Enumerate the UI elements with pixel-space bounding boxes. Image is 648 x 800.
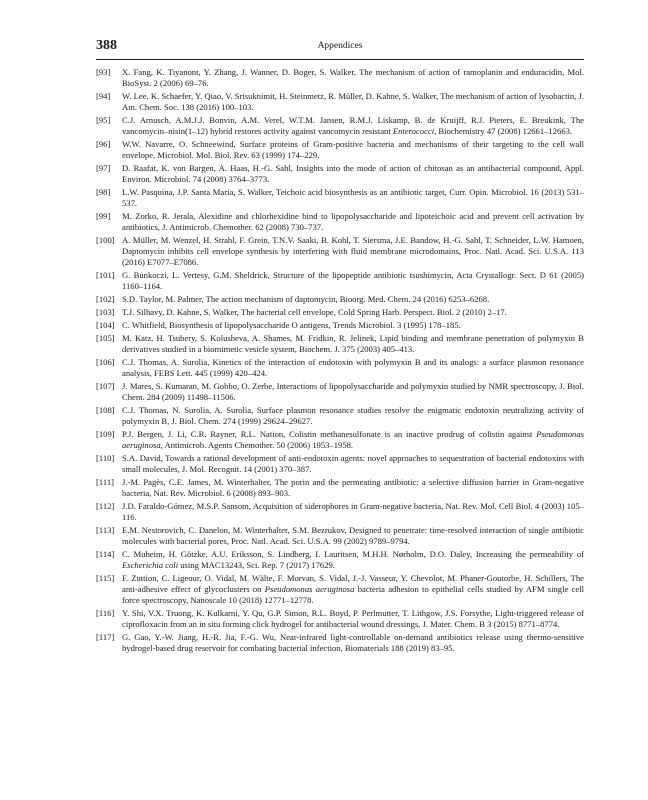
- reference-text: M. Zorko, R. Jerala, Alexidine and chlorhexidine bind to lipopolysaccharide and lipoteichoic acid and prevent cell activation by antibiotics, J. Antimicrob. Chemother. 62 (2008) 730–737.: [122, 211, 584, 233]
- reference-text-part: , Antimicrob. Agents Chemother. 50 (2006) 1953–1958.: [160, 439, 354, 450]
- reference-number: [101]: [96, 270, 115, 281]
- reference-entry: [96, 294, 584, 305]
- reference-text: [122, 429, 584, 450]
- reference-number: [93]: [96, 67, 111, 77]
- reference-text: C.J. Thomas, A. Surolia, Kinetics of the interaction of endotoxin with polymyxin B and its analogs: a surface plasmon resonance analysis, FEBS Lett. 445 (1999) 420–424.: [122, 356, 584, 378]
- reference-text: [122, 573, 584, 605]
- reference-number: [103]: [96, 307, 115, 317]
- reference-entry: [96, 139, 584, 161]
- reference-text: D. Raafat, K. von Bargen, A. Haas, H.-G. Sahl, Insights into the mode of action of chitosan as an antibacterial compound, Appl. Environ. Microbiol. 74 (2008) 3764–3773.: [122, 163, 584, 185]
- reference-entry: [96, 91, 584, 113]
- reference-text: Y. Shi, V.X. Truong, K. Kulkarni, Y. Qu, G.P. Simon, R.L. Boyd, P. Perlmutter, T. Lithgow, J.S. Forsythe, Light-triggered release of ciprofloxacin from an in situ forming click hydrogel for antibacterial wound dressings, J. Mater. Chem. B 3 (2015) 8771–8774.: [122, 607, 584, 629]
- reference-text: J.D. Faraldo-Gómez, M.S.P. Sansom, Acquisition of siderophores in Gram-negative bacteria, Nat. Rev. Mol. Cell Biol. 4 (2003) 105–116.: [122, 500, 584, 522]
- reference-text: C. Whitfield, Biosynthesis of lipopolysaccharide O antigens, Trends Microbiol. 3 (1995) 178–185.: [122, 319, 461, 330]
- reference-number: [96]: [96, 139, 111, 149]
- reference-number: [117]: [96, 631, 115, 642]
- reference-number: [112]: [96, 500, 115, 511]
- reference-entry: [96, 477, 584, 499]
- reference-text: G. Gao, Y.-W. Jiang, H.-R. Jia, F.-G. Wu, Near-infrared light-controllable on-demand antibiotics release using thermo-sensitive hydrogel-based drug reservoir for combating bacterial infection, Biomaterials 188 (2019) 83–95.: [122, 631, 584, 653]
- running-title: Appendices: [317, 41, 363, 51]
- reference-number: [111]: [96, 476, 114, 487]
- reference-text: X. Fang, K. Tiyanont, Y. Zhang, J. Wanner, D. Boger, S. Walker, The mechanism of action of ramoplanin and enduracidin, Mol. BioSyst. 2 (2006) 69–76.: [122, 67, 584, 89]
- reference-text: A. Müller, M. Wenzel, H. Strahl, F. Grein, T.N.V. Saaki, B. Kohl, T. Siersma, J.E. Bandow, H.-G. Sahl, T. Schneider, L.W. Hamoen, Daptomycin inhibits cell envelope synthesis by interfering with fluid membrane microdomains, Proc. Natl. Acad. Sci. U.S.A. 113 (2016) E7077–E7086.: [122, 235, 584, 268]
- reference-number: [94]: [96, 91, 111, 101]
- reference-text: [122, 115, 584, 136]
- reference-number: [102]: [96, 294, 115, 305]
- reference-text: J.-M. Pagès, C.E. James, M. Winterhalter, The porin and the permeating antibiotic: a selective diffusion barrier in Gram-negative bacteria, Nat. Rev. Microbiol. 6 (2008) 893–903.: [122, 476, 584, 498]
- reference-text-part: F. Zuttion, C. Ligeour, O. Vidal, M. Wälte, F. Morvan, S. Vidal, J.-J. Vasseur, Y. Chevolot, M. Phaner-Goutorbe, H. Schillers, The anti-adhesive effect of glycoclusters on: [122, 572, 584, 594]
- reference-italic-term: Pseudomonas aeruginosa: [122, 428, 584, 450]
- reference-number: [115]: [96, 572, 115, 583]
- reference-number: [110]: [96, 452, 115, 463]
- reference-number: [104]: [96, 319, 115, 330]
- reference-number: [114]: [96, 548, 115, 559]
- reference-text: S.A. David, Towards a rational development of anti-endotoxin agents: novel approaches to sequestration of bacterial endotoxins with small molecules, J. Mol. Recognit. 14 (2001) 370–387.: [122, 452, 584, 474]
- reference-entry: [96, 608, 584, 630]
- reference-entry: [96, 320, 584, 331]
- reference-italic-term: Enterococci: [392, 126, 435, 137]
- reference-text-part: P.J. Bergen, J. Li, C.R. Rayner, R.L. Nation, Colistin methanesulfonate is an inactive prodrug of colistin against: [122, 428, 537, 439]
- reference-text: T.J. Silhavy, D. Kahne, S. Walker, The bacterial cell envelope, Cold Spring Harb. Perspect. Biol. 2 (2010) 2–17.: [122, 307, 507, 317]
- reference-text: G. Bunkoczi, L. Vertesy, G.M. Sheldrick, Structure of the lipopeptide antibiotic tsushimycin, Acta Crystallogr. Sect. D 61 (2005) 1160–1164.: [122, 270, 584, 292]
- reference-entry: [96, 163, 584, 185]
- reference-number: [99]: [96, 211, 111, 221]
- page-number: 388: [96, 38, 117, 53]
- reference-entry: [96, 632, 584, 654]
- reference-list: [96, 67, 584, 656]
- reference-entry: [96, 381, 584, 403]
- reference-text-part: using MAC13243, Sci. Rep. 7 (2017) 17629.: [178, 559, 335, 570]
- reference-number: [97]: [96, 163, 111, 173]
- reference-entry: [96, 115, 584, 137]
- reference-number: [113]: [96, 524, 115, 535]
- header-rule: [96, 59, 584, 60]
- reference-italic-term: Pseudomonas aeruginosa: [264, 583, 355, 594]
- reference-number: [116]: [96, 607, 115, 618]
- reference-text: M. Katz, H. Tsubery, S. Kolusheva, A. Shames, M. Fridkin, R. Jelinek, Lipid binding and membrane penetration of polymyxin B derivatives studied in a biomimetic vesicle system, Biochem. J. 375 (2003) 405–413.: [122, 332, 584, 354]
- reference-entry: [96, 501, 584, 523]
- reference-number: [98]: [96, 187, 111, 197]
- reference-number: [108]: [96, 404, 115, 415]
- reference-number: [107]: [96, 380, 115, 391]
- reference-text-part: bacteria adhesion to epithelial cells studied by AFM single cell force spectroscopy, Nanoscale 10 (2018) 12771–12778.: [122, 583, 584, 605]
- reference-text: E.M. Nestorovich, C. Danelon, M. Winterhalter, S.M. Bezrukov, Designed to penetrate: time-resolved interaction of single antibiotic molecules with bacterial pores, Proc. Natl. Acad. Sci. U.S.A. 99 (2002) 9789–9794.: [122, 524, 584, 546]
- reference-text-part: , Biochemistry 47 (2008) 12661–12663.: [434, 126, 573, 137]
- reference-number: [95]: [96, 115, 111, 125]
- reference-text: [122, 549, 584, 570]
- reference-entry: [96, 211, 584, 233]
- reference-number: [105]: [96, 332, 115, 343]
- reference-entry: [96, 67, 584, 89]
- reference-text-part: C. Muheim, H. Götzke, A.U. Eriksson, S. Lindberg, I. Lauritsen, M.H.H. Nørholm, D.O. Daley, Increasing the permeability of: [122, 548, 584, 559]
- reference-italic-term: Escherichia coli: [122, 559, 179, 570]
- reference-entry: [96, 453, 584, 475]
- page-header: [96, 36, 584, 56]
- reference-text-part: C.J. Arnusch, A.M.J.J. Bonvin, A.M. Verel, W.T.M. Jansen, R.M.J. Liskamp, B. de Kruijff, R.J. Pieters, E. Breukink, The vancomycin–nisin(1–12) hybrid restores activity against vancomycin resistant: [122, 115, 584, 137]
- reference-entry: [96, 573, 584, 607]
- reference-number: [100]: [96, 235, 115, 245]
- reference-text: W.W. Navarre, O. Schneewind, Surface proteins of Gram-positive bacteria and mechanisms of their targeting to the cell wall envelope, Microbiol. Mol. Biol. Rev. 63 (1999) 174–229.: [122, 139, 584, 161]
- reference-entry: [96, 235, 584, 269]
- reference-entry: [96, 357, 584, 379]
- reference-entry: [96, 270, 584, 292]
- reference-entry: [96, 187, 584, 209]
- reference-text: S.D. Taylor, M. Palmer, The action mechanism of daptomycin, Bioorg. Med. Chem. 24 (2016) 6253–6268.: [122, 294, 490, 305]
- reference-text: C.J. Thomas, N. Surolia, A. Surolia, Surface plasmon resonance studies resolve the enigmatic endotoxin neutralizing activity of polymyxin B, J. Biol. Chem. 274 (1999) 29624–29627.: [122, 404, 584, 426]
- reference-entry: [96, 525, 584, 547]
- reference-number: [106]: [96, 356, 115, 367]
- reference-text: L.W. Pasquina, J.P. Santa Maria, S. Walker, Teichoic acid biosynthesis as an antibiotic target, Curr. Opin. Microbiol. 16 (2013) 531–537.: [122, 187, 584, 209]
- reference-number: [109]: [96, 428, 115, 439]
- reference-entry: [96, 549, 584, 571]
- reference-text: W. Lee, K. Schaefer, Y. Qiao, V. Srisuknimit, H. Steinmetz, R. Müller, D. Kahne, S. Walker, The mechanism of action of lysobactin, J. Am. Chem. Soc. 138 (2016) 100–103.: [122, 91, 584, 113]
- reference-entry: [96, 429, 584, 451]
- reference-text: J. Mares, S. Kumaran, M. Gobbo, O. Zerbe, Interactions of lipopolysaccharide and polymyxin studied by NMR spectroscopy, J. Biol. Chem. 284 (2009) 11498–11506.: [122, 380, 584, 402]
- reference-entry: [96, 333, 584, 355]
- reference-entry: [96, 307, 584, 318]
- reference-entry: [96, 405, 584, 427]
